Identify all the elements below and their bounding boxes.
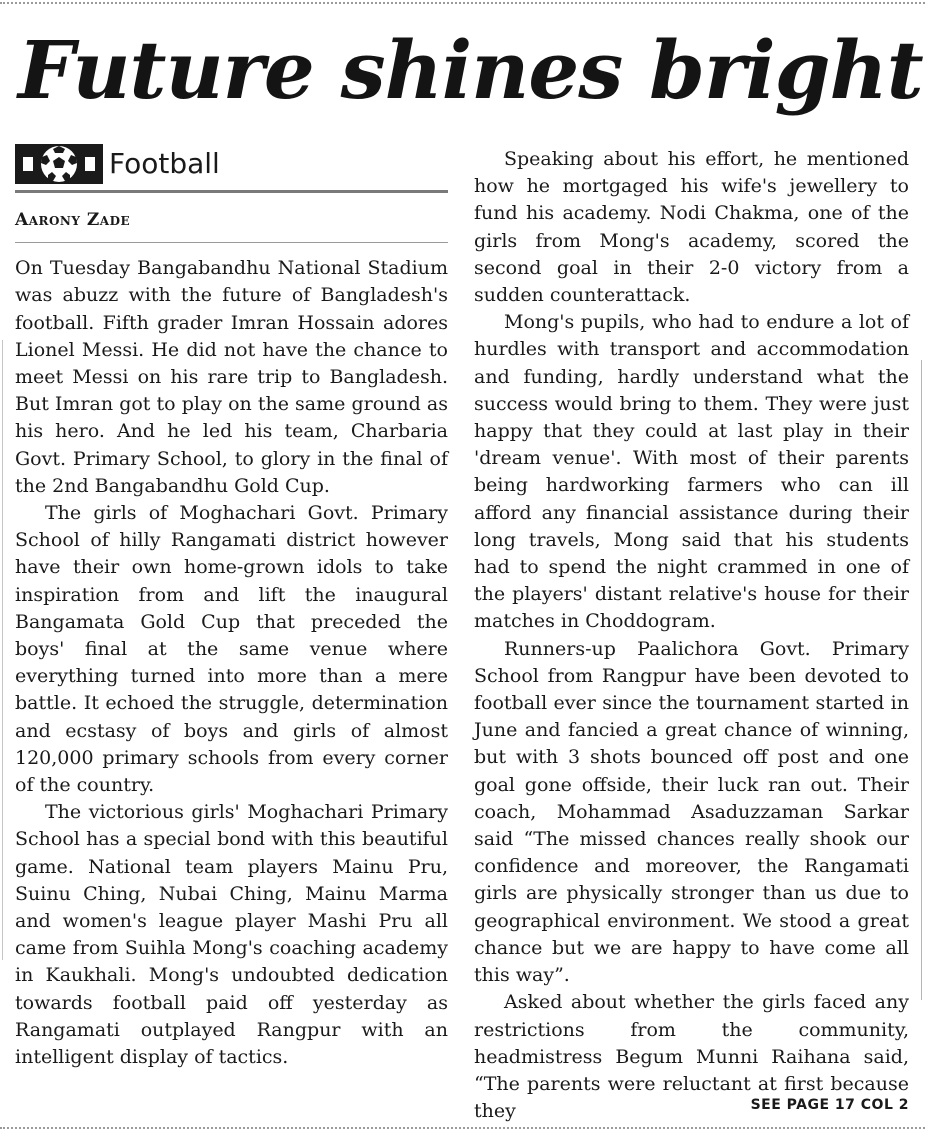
article-paragraph: Asked about whether the girls faced any restrictions from the community, headmistress Begum Munni Raihana said, “The parents were reluctant at first because they <box>474 991 909 1123</box>
left-edge-rule <box>2 340 3 960</box>
section-rubric <box>15 140 448 193</box>
top-dotted-border <box>0 2 925 4</box>
article-paragraph: The victorious girls' Moghachari Primary School has a special bond with this beautiful game. National team players Mainu Pru, Suinu Ching, Nubai Ching, Mainu Marma and women's league player Mashi Pru all came from Suihla Mong's coaching academy in Kaukhali. Mong's undoubted dedication towards football paid off yesterday as Rangamati outplayed Rangpur with an intelligent display of tactics. <box>15 801 448 1069</box>
article-paragraph: Speaking about his effort, he mentioned how he mortgaged his wife's jewellery to fund his academy. Nodi Chakma, one of the girls from Mong's academy, scored the second goal in their 2-0 victory from a sudden counterattack. <box>474 148 909 307</box>
article-paragraph: The girls of Moghachari Govt. Primary School of hilly Rangamati district however have their own home-grown idols to take inspiration from and lift the inaugural Bangamata Gold Cup that preceded the boys' final at the same venue where everything turned into more than a mere battle. It echoed the struggle, determination and ecstasy of boys and girls of almost 120,000 primary schools from every corner of the country. <box>15 502 448 797</box>
continuation-jump: SEE PAGE 17 COL 2 <box>750 1097 909 1113</box>
soccer-ball-icon <box>15 144 103 184</box>
article-paragraph: Runners-up Paalichora Govt. Primary School from Rangpur have been devoted to football ever since the tournament started in June and fancied a great chance of winning, but with 3 shots bounced off post and one goal gone offside, their luck ran out. Their coach, Mohammad Asaduzzaman Sarkar said “The missed chances really shook our confidence and moreover, the Rangamati girls are physically stronger than us due to geographical environment. We stood a great chance but we are happy to have come all this way”. <box>474 637 909 987</box>
left-column <box>15 140 448 1071</box>
section-label: Football <box>109 147 220 180</box>
article-paragraph: On Tuesday Bangabandhu National Stadium was abuzz with the future of Bangladesh's football. Fifth grader Imran Hossain adores Lionel Messi. He did not have the chance to meet Messi on his rare trip to Bangladesh. But Imran got to play on the same ground as his hero. And he led his team, Charbaria Govt. Primary School, to glory in the final of the 2nd Bangabandhu Gold Cup. <box>15 257 448 497</box>
right-edge-rule <box>921 360 922 1000</box>
headline: Future shines bright <box>18 23 923 117</box>
article-paragraph: Mong's pupils, who had to endure a lot of hurdles with transport and accommodation and funding, hardly understand what the success would bring to them. They were just happy that they could at last play in their 'dream venue'. With most of their parents being hardworking farmers who can ill afford any financial assistance during their long travels, Mong said that his students had to spend the night crammed in one of the players' distant relative's house for their matches in Choddogram. <box>474 311 909 633</box>
right-column <box>474 146 909 1125</box>
byline: Aarony Zade <box>15 207 448 243</box>
bottom-dotted-border <box>0 1127 925 1129</box>
